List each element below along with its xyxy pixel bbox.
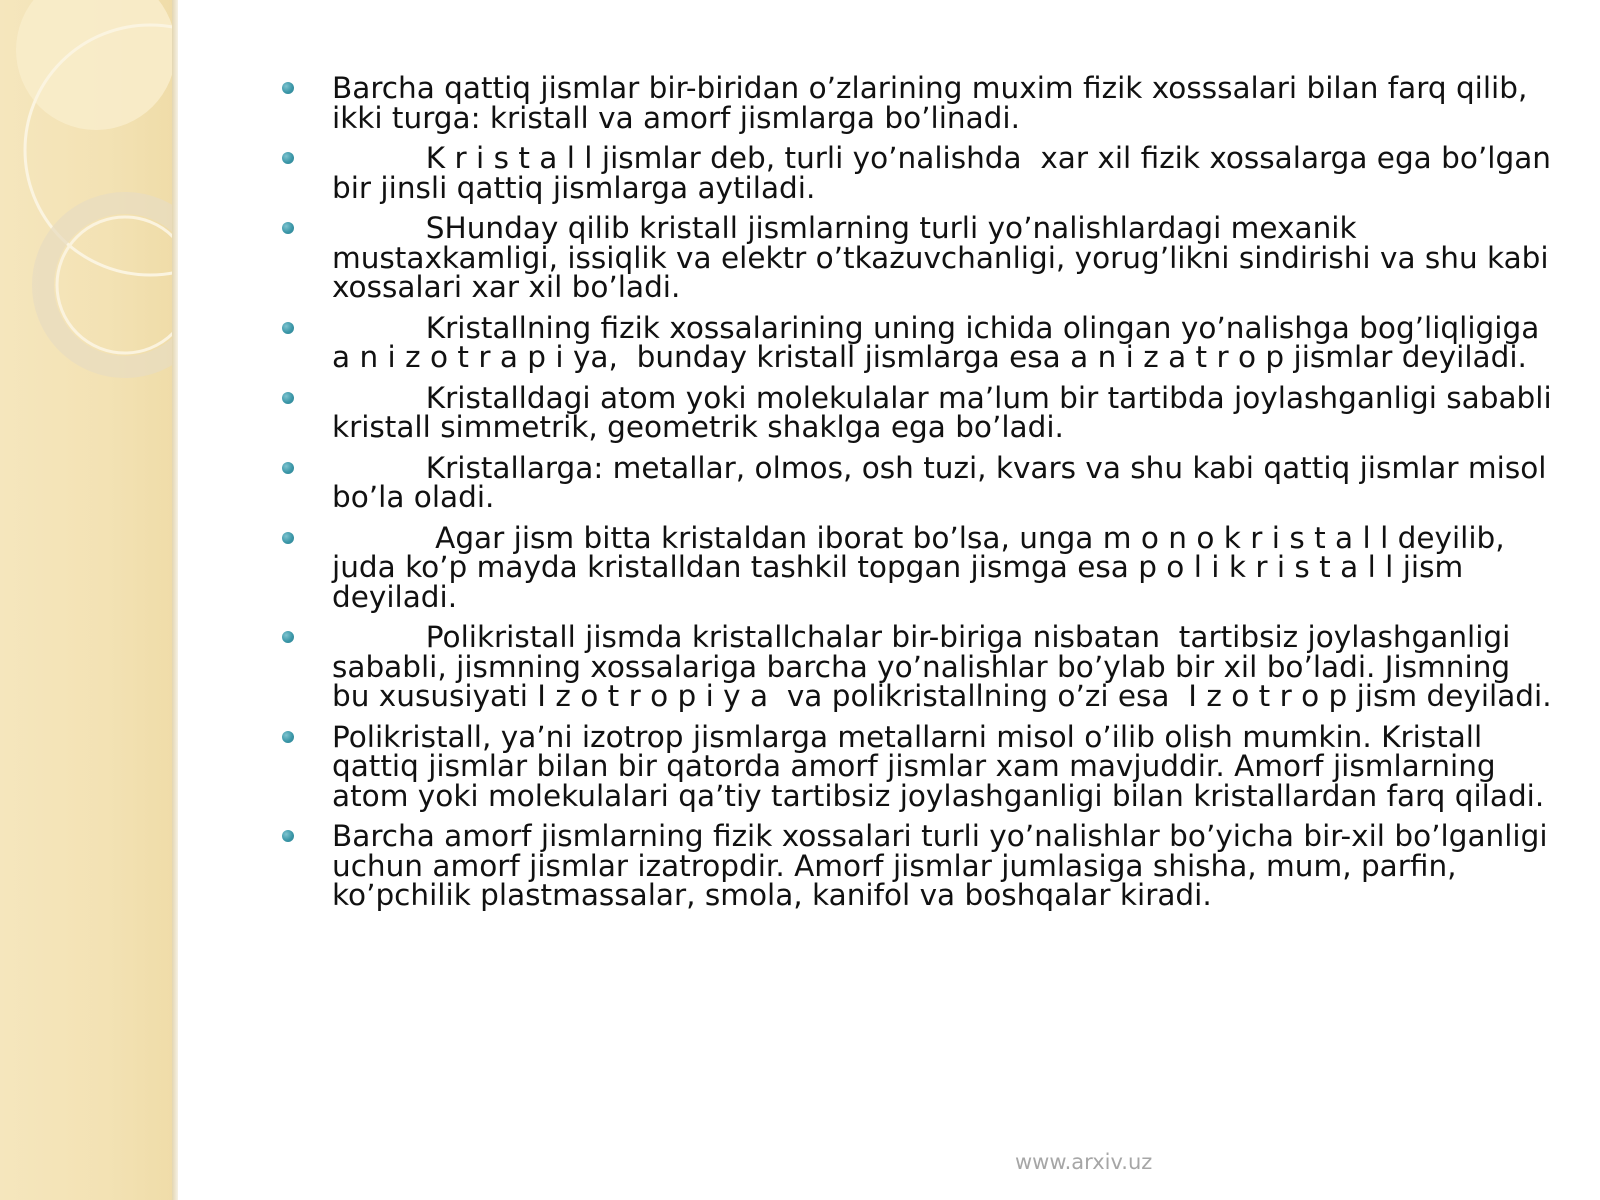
bullet-item-9 (280, 719, 1555, 813)
bullet-text: Agar jism bitta kristaldan iborat bo’lsa, unga m o n o k r i s t a l l deyilib, juda ko’p mayda kristalldan tashkil topgan jismga esa p o l i k r i s t a l l jism deyiladi. (332, 520, 1515, 614)
deco-ring-inner (57, 217, 176, 353)
bullet-text: Kristallning fizik xossalarining uning ichida olingan yo’nalishga bog’liqligiga a n i z o t r a p i ya, bunday kristall jismlarga esa a n i z a t r o p jismlar deyiladi. (332, 310, 1559, 374)
bullet-dot-icon (282, 152, 294, 164)
bullet-dot-icon (282, 631, 294, 643)
bullet-item-10 (280, 819, 1557, 912)
bullet-item-6 (280, 450, 1556, 514)
footer-website: www.arxiv.uz (1015, 1150, 1153, 1174)
bullet-text: Kristalldagi atom yoki molekulalar ma’lum bir tartibda joylashganligi sababli kristall simmetrik, geometrik shaklga ega bo’ladi. (332, 380, 1562, 444)
bullet-text: Polikristall, ya’ni izotrop jismlarga metallarni misol o’ilib olish mumkin. Kristall qattiq jismlar bilan bir qatorda amorf jismlar xam mavjuddir. Amorf jismlarning atom yoki molekulalari qa’tiy tartibsiz joylashganligi bilan kristallardan farq qiladi. (332, 719, 1545, 813)
bullet-item-2 (280, 141, 1561, 205)
bullet-item-3 (280, 211, 1558, 304)
bullet-dot-icon (282, 82, 294, 94)
bullet-dot-icon (282, 731, 294, 743)
bullet-text: SHunday qilib kristall jismlarning turli yo’nalishlardagi mexanik mustaxkamligi, issiqlik va elektr o’tkazuvchanligi, yorug’likni sindirishi va shu kabi xossalari xar xil bo’ladi. (332, 211, 1558, 304)
bullet-item-1 (280, 71, 1555, 135)
bullet-dot-icon (282, 830, 294, 842)
bullet-item-7 (280, 520, 1555, 614)
bullet-item-5 (280, 380, 1562, 444)
bullet-text: Barcha amorf jismlarning fizik xossalari turli yo’nalishlar bo’yicha bir-xil bo’lganligi uchun amorf jismlar izatropdir. Amorf jismlar jumlasiga shisha, mum, parfin, ko’pchilik plastmassalar, smola, kanifol va boshqalar kiradi. (332, 819, 1557, 912)
bullet-item-8 (280, 620, 1555, 713)
bullet-item-4 (280, 310, 1559, 374)
bullet-text: Kristallarga: metallar, olmos, osh tuzi, kvars va shu kabi qattiq jismlar misol bo’la oladi. (332, 450, 1556, 514)
slide-content (280, 71, 1562, 922)
deco-ring-thick (43, 203, 176, 367)
bullet-text: Polikristall jismda kristallchalar bir-biriga nisbatan tartibsiz joylashganligi sababli, jismning xossalariga barcha yo’nalishlar bo’ylab bir xil bo’ladi. Jismning bu xususiyati I z o t r o p i y a va polikristallning o’zi esa I z o t r o p jism deyiladi. (332, 620, 1552, 713)
bullet-text: K r i s t a l l jismlar deb, turli yo’nalishda xar xil fizik xossalarga ega bo’lgan bir jinsli qattiq jismlarga aytiladi. (332, 141, 1561, 205)
bullet-dot-icon (282, 322, 294, 334)
decorative-circles (0, 0, 176, 1200)
bullet-text: Barcha qattiq jismlar bir-biridan o’zlarining muxim fizik xosssalari bilan farq qilib, ikki turga: kristall va amorf jismlarga bo’linadi. (332, 71, 1537, 135)
bullet-dot-icon (282, 462, 294, 474)
decorative-sidebar (0, 0, 176, 1200)
bullet-dot-icon (282, 392, 294, 404)
deco-circle-fill-top (16, 0, 176, 130)
bullet-dot-icon (282, 532, 294, 544)
bullet-dot-icon (282, 222, 294, 234)
sidebar-divider (172, 0, 178, 1200)
bullet-list (280, 71, 1562, 912)
